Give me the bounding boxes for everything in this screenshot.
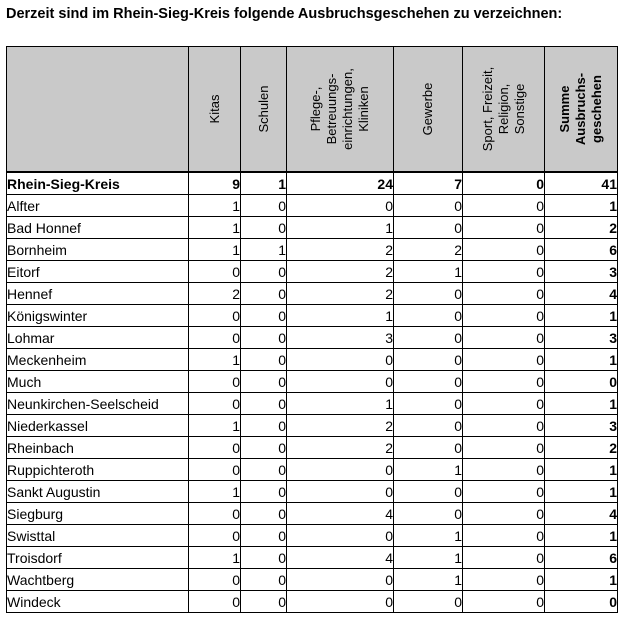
cell-schulen: 0 <box>241 547 287 569</box>
table-row <box>7 327 618 349</box>
table-row <box>7 525 618 547</box>
cell-gewerbe: 1 <box>394 261 463 283</box>
cell-gewerbe: 0 <box>394 349 463 371</box>
cell-pflege: 2 <box>287 283 394 305</box>
cell-kitas: 1 <box>189 547 241 569</box>
cell-kitas: 0 <box>189 305 241 327</box>
column-header-line: Kliniken <box>356 86 371 132</box>
cell-pflege: 4 <box>287 547 394 569</box>
cell-sport: 0 <box>463 283 545 305</box>
column-header-label <box>557 73 605 145</box>
cell-schulen: 0 <box>241 349 287 371</box>
cell-kitas: 0 <box>189 327 241 349</box>
cell-schulen: 0 <box>241 327 287 349</box>
column-header-line: einrichtungen, <box>340 68 355 150</box>
cell-gewerbe: 1 <box>394 569 463 591</box>
cell-sport: 0 <box>463 327 545 349</box>
table-row <box>7 459 618 481</box>
cell-schulen: 1 <box>241 172 287 195</box>
cell-pflege: 1 <box>287 393 394 415</box>
municipality-name: Neunkirchen-Seelscheid <box>7 393 189 415</box>
table-row <box>7 305 618 327</box>
cell-gewerbe: 2 <box>394 239 463 261</box>
municipality-name: Rheinbach <box>7 437 189 459</box>
header-corner <box>7 47 189 173</box>
column-header-line: Sport, Freizeit, <box>479 66 495 152</box>
column-header-schulen <box>241 47 287 173</box>
cell-kitas: 0 <box>189 261 241 283</box>
table-row <box>7 415 618 437</box>
cell-pflege: 0 <box>287 349 394 371</box>
cell-kitas: 0 <box>189 459 241 481</box>
table-row <box>7 217 618 239</box>
cell-sport: 0 <box>463 481 545 503</box>
cell-kitas: 1 <box>189 415 241 437</box>
municipality-name: Königswinter <box>7 305 189 327</box>
cell-sport: 0 <box>463 349 545 371</box>
cell-summe: 2 <box>545 437 618 459</box>
table-row <box>7 283 618 305</box>
cell-pflege: 2 <box>287 239 394 261</box>
column-header-line: Pflege-, <box>308 86 323 132</box>
municipality-name: Swisttal <box>7 525 189 547</box>
cell-schulen: 0 <box>241 415 287 437</box>
cell-summe: 1 <box>545 459 618 481</box>
cell-pflege: 0 <box>287 525 394 547</box>
column-header-line: geschehen <box>589 75 604 143</box>
header-row <box>7 47 618 173</box>
cell-gewerbe: 0 <box>394 415 463 437</box>
column-header-line: Religion, <box>495 83 511 135</box>
table-row <box>7 569 618 591</box>
municipality-name: Rhein-Sieg-Kreis <box>7 172 189 195</box>
cell-gewerbe: 7 <box>394 172 463 195</box>
municipality-name: Lohmar <box>7 327 189 349</box>
cell-gewerbe: 0 <box>394 305 463 327</box>
column-header-label <box>308 68 372 150</box>
table-row <box>7 591 618 613</box>
cell-kitas: 1 <box>189 349 241 371</box>
cell-pflege: 0 <box>287 195 394 217</box>
cell-kitas: 0 <box>189 393 241 415</box>
cell-kitas: 2 <box>189 283 241 305</box>
municipality-name: Siegburg <box>7 503 189 525</box>
cell-pflege: 4 <box>287 503 394 525</box>
cell-sport: 0 <box>463 459 545 481</box>
cell-summe: 3 <box>545 327 618 349</box>
page-title: Derzeit sind im Rhein-Sieg-Kreis folgende Ausbruchsgeschehen zu verzeichnen: <box>6 6 563 22</box>
cell-schulen: 0 <box>241 393 287 415</box>
cell-summe: 41 <box>545 172 618 195</box>
municipality-name: Eitorf <box>7 261 189 283</box>
cell-kitas: 0 <box>189 371 241 393</box>
column-header-label <box>480 67 528 152</box>
cell-sport: 0 <box>463 569 545 591</box>
cell-gewerbe: 0 <box>394 327 463 349</box>
municipality-name: Windeck <box>7 591 189 613</box>
cell-schulen: 0 <box>241 437 287 459</box>
municipality-name: Meckenheim <box>7 349 189 371</box>
cell-sport: 0 <box>463 305 545 327</box>
cell-schulen: 0 <box>241 305 287 327</box>
table-row <box>7 261 618 283</box>
municipality-name: Bad Honnef <box>7 217 189 239</box>
cell-sport: 0 <box>463 437 545 459</box>
cell-gewerbe: 1 <box>394 459 463 481</box>
table-row <box>7 503 618 525</box>
column-header-line: Kitas <box>206 94 222 124</box>
table-row <box>7 349 618 371</box>
cell-pflege: 1 <box>287 217 394 239</box>
cell-gewerbe: 0 <box>394 591 463 613</box>
cell-sport: 0 <box>463 591 545 613</box>
cell-sport: 0 <box>463 503 545 525</box>
cell-kitas: 1 <box>189 239 241 261</box>
cell-gewerbe: 1 <box>394 547 463 569</box>
table-row <box>7 195 618 217</box>
cell-pflege: 2 <box>287 437 394 459</box>
cell-kitas: 1 <box>189 195 241 217</box>
municipality-name: Alfter <box>7 195 189 217</box>
cell-gewerbe: 0 <box>394 481 463 503</box>
cell-sport: 0 <box>463 371 545 393</box>
cell-summe: 1 <box>545 481 618 503</box>
cell-schulen: 0 <box>241 283 287 305</box>
table-row <box>7 437 618 459</box>
municipality-name: Ruppichteroth <box>7 459 189 481</box>
table-row <box>7 371 618 393</box>
column-header-line: Schulen <box>255 85 271 133</box>
cell-kitas: 0 <box>189 591 241 613</box>
column-header-kitas <box>189 47 241 173</box>
cell-gewerbe: 0 <box>394 283 463 305</box>
cell-summe: 2 <box>545 217 618 239</box>
cell-pflege: 0 <box>287 481 394 503</box>
table-row <box>7 393 618 415</box>
cell-sport: 0 <box>463 393 545 415</box>
cell-sport: 0 <box>463 239 545 261</box>
column-header-label <box>207 95 223 124</box>
cell-gewerbe: 0 <box>394 393 463 415</box>
table-row <box>7 547 618 569</box>
cell-summe: 1 <box>545 393 618 415</box>
cell-gewerbe: 0 <box>394 217 463 239</box>
column-header-line: Gewerbe <box>420 82 435 136</box>
cell-pflege: 1 <box>287 305 394 327</box>
cell-summe: 6 <box>545 547 618 569</box>
cell-schulen: 0 <box>241 569 287 591</box>
cell-schulen: 0 <box>241 217 287 239</box>
cell-schulen: 0 <box>241 459 287 481</box>
municipality-name: Hennef <box>7 283 189 305</box>
cell-pflege: 3 <box>287 327 394 349</box>
cell-summe: 0 <box>545 371 618 393</box>
column-header-summe <box>545 47 618 173</box>
cell-schulen: 0 <box>241 195 287 217</box>
cell-summe: 6 <box>545 239 618 261</box>
cell-gewerbe: 1 <box>394 525 463 547</box>
column-header-label <box>256 86 272 133</box>
cell-sport: 0 <box>463 217 545 239</box>
table-row <box>7 239 618 261</box>
cell-schulen: 0 <box>241 591 287 613</box>
cell-kitas: 9 <box>189 172 241 195</box>
outbreak-table <box>6 46 618 613</box>
cell-schulen: 1 <box>241 239 287 261</box>
cell-pflege: 0 <box>287 459 394 481</box>
cell-kitas: 0 <box>189 503 241 525</box>
cell-kitas: 0 <box>189 437 241 459</box>
cell-schulen: 0 <box>241 371 287 393</box>
municipality-name: Niederkassel <box>7 415 189 437</box>
cell-schulen: 0 <box>241 481 287 503</box>
cell-kitas: 0 <box>189 525 241 547</box>
cell-pflege: 24 <box>287 172 394 195</box>
column-header-pflege <box>287 47 394 173</box>
municipality-name: Sankt Augustin <box>7 481 189 503</box>
municipality-name: Bornheim <box>7 239 189 261</box>
column-header-line: Sonstige <box>511 83 527 135</box>
cell-schulen: 0 <box>241 261 287 283</box>
cell-summe: 3 <box>545 415 618 437</box>
column-header-label <box>420 83 436 136</box>
cell-pflege: 0 <box>287 591 394 613</box>
cell-pflege: 0 <box>287 569 394 591</box>
cell-pflege: 2 <box>287 415 394 437</box>
cell-pflege: 2 <box>287 261 394 283</box>
cell-sport: 0 <box>463 415 545 437</box>
cell-summe: 1 <box>545 349 618 371</box>
column-header-line: Betreuungs- <box>324 73 339 145</box>
total-row <box>7 172 618 195</box>
cell-sport: 0 <box>463 172 545 195</box>
municipality-name: Wachtberg <box>7 569 189 591</box>
cell-summe: 1 <box>545 569 618 591</box>
cell-summe: 1 <box>545 525 618 547</box>
cell-summe: 0 <box>545 591 618 613</box>
cell-summe: 4 <box>545 283 618 305</box>
column-header-gewerbe <box>394 47 463 173</box>
cell-schulen: 0 <box>241 503 287 525</box>
cell-kitas: 1 <box>189 481 241 503</box>
cell-schulen: 0 <box>241 525 287 547</box>
cell-sport: 0 <box>463 525 545 547</box>
cell-pflege: 0 <box>287 371 394 393</box>
cell-sport: 0 <box>463 261 545 283</box>
table-body <box>7 172 618 613</box>
cell-gewerbe: 0 <box>394 437 463 459</box>
cell-summe: 4 <box>545 503 618 525</box>
cell-gewerbe: 0 <box>394 503 463 525</box>
column-header-line: Summe <box>557 85 572 133</box>
table-row <box>7 481 618 503</box>
column-header-line: Ausbruchs- <box>573 72 588 146</box>
cell-summe: 1 <box>545 195 618 217</box>
cell-sport: 0 <box>463 547 545 569</box>
cell-sport: 0 <box>463 195 545 217</box>
column-header-sport <box>463 47 545 173</box>
cell-kitas: 0 <box>189 569 241 591</box>
cell-summe: 1 <box>545 305 618 327</box>
municipality-name: Troisdorf <box>7 547 189 569</box>
cell-summe: 3 <box>545 261 618 283</box>
cell-gewerbe: 0 <box>394 371 463 393</box>
cell-kitas: 1 <box>189 217 241 239</box>
municipality-name: Much <box>7 371 189 393</box>
cell-gewerbe: 0 <box>394 195 463 217</box>
